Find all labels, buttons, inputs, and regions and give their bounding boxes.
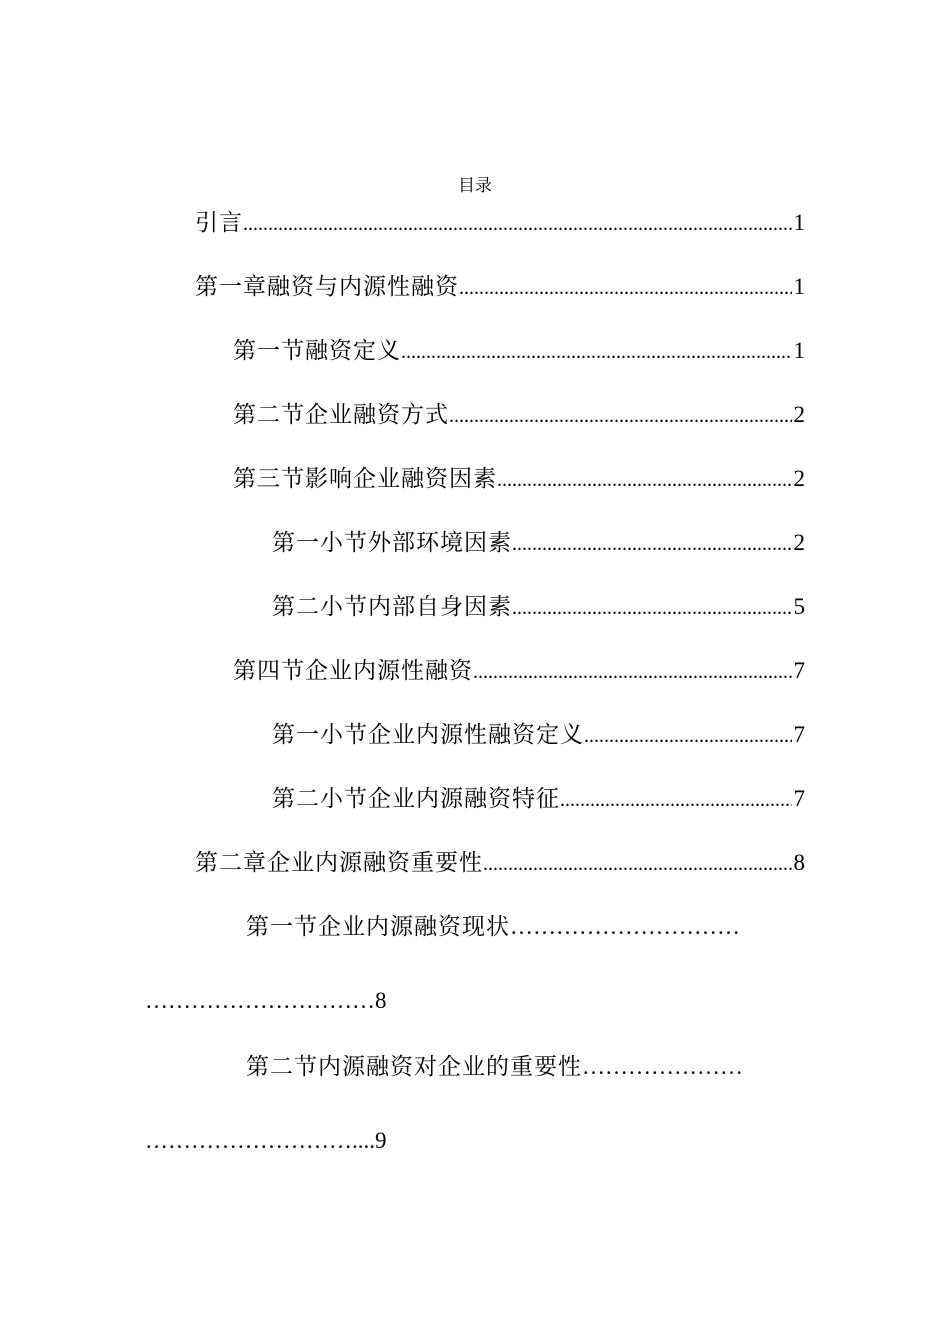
toc-entry[interactable] [233,655,805,687]
toc-leader-dots [512,528,792,559]
toc-leader-dots [497,464,792,495]
toc-page-number: 7 [793,658,805,683]
toc-entry-wrapped-continuation[interactable] [145,985,387,1017]
toc-entry-label: 第二小节企业内源融资特征 [272,786,560,811]
toc-entry[interactable] [233,399,805,431]
toc-entry[interactable] [272,783,805,815]
toc-page-number: 1 [793,210,805,235]
toc-entry[interactable] [272,719,805,751]
toc-entry-label: 第二节企业融资方式 [233,402,449,427]
toc-entry-label: 第一节企业内源融资现状 [246,914,510,939]
toc-entry-wrapped[interactable] [246,911,806,943]
toc-entry-label: 第一小节外部环境因素 [272,530,512,555]
toc-entry-label: 第四节企业内源性融资 [233,658,473,683]
toc-leader-dots: ………………………… [510,914,740,939]
toc-leader-dots: ………………… [582,1054,743,1079]
toc-page-number: 8 [375,988,387,1013]
toc-page-number: ...9 [357,1128,387,1153]
toc-page-number: 7 [793,722,805,747]
toc-page-number: 8 [793,850,805,875]
toc-entry-label: 第二节内源融资对企业的重要性 [246,1054,582,1079]
toc-entry-wrapped[interactable] [246,1051,806,1083]
toc-page-number: 2 [793,402,805,427]
toc-leader-dots: ………………………… [145,988,375,1013]
toc-page-number: 2 [793,530,805,555]
toc-entry-label: 第二章企业内源融资重要性 [195,850,483,875]
toc-entry-label: 第一章融资与内源性融资 [195,274,459,299]
toc-leader-dots [560,784,792,815]
toc-leader-dots [449,400,792,431]
toc-leader-dots [459,272,792,303]
toc-page-number: 1 [793,274,805,299]
toc-entry-label: 第一小节企业内源性融资定义 [272,722,584,747]
toc-entry-wrapped-continuation[interactable] [145,1125,387,1157]
toc-page-number: 1 [793,338,805,363]
toc-leader-dots [584,720,792,751]
toc-entry-label: 第三节影响企业融资因素 [233,466,497,491]
toc-leader-dots: ………………………. [145,1128,358,1153]
toc-leader-dots [473,656,792,687]
toc-page-number: 5 [793,594,805,619]
toc-entry[interactable] [233,463,805,495]
toc-entry-label: 第二小节内部自身因素 [272,594,512,619]
toc-leader-dots [483,848,792,879]
toc-page-number: 2 [793,466,805,491]
toc-title: 目录 [458,176,492,195]
toc-entry[interactable] [195,207,805,239]
toc-leader-dots [512,592,792,623]
toc-page-number: 7 [793,786,805,811]
toc-leader-dots [401,336,792,367]
toc-entry[interactable] [233,335,805,367]
toc-entry[interactable] [195,271,805,303]
toc-entry[interactable] [195,847,805,879]
toc-leader-dots [243,208,792,239]
toc-entry[interactable] [272,591,805,623]
toc-entry[interactable] [272,527,805,559]
toc-entry-label: 第一节融资定义 [233,338,401,363]
toc-entry-label: 引言 [195,210,243,235]
